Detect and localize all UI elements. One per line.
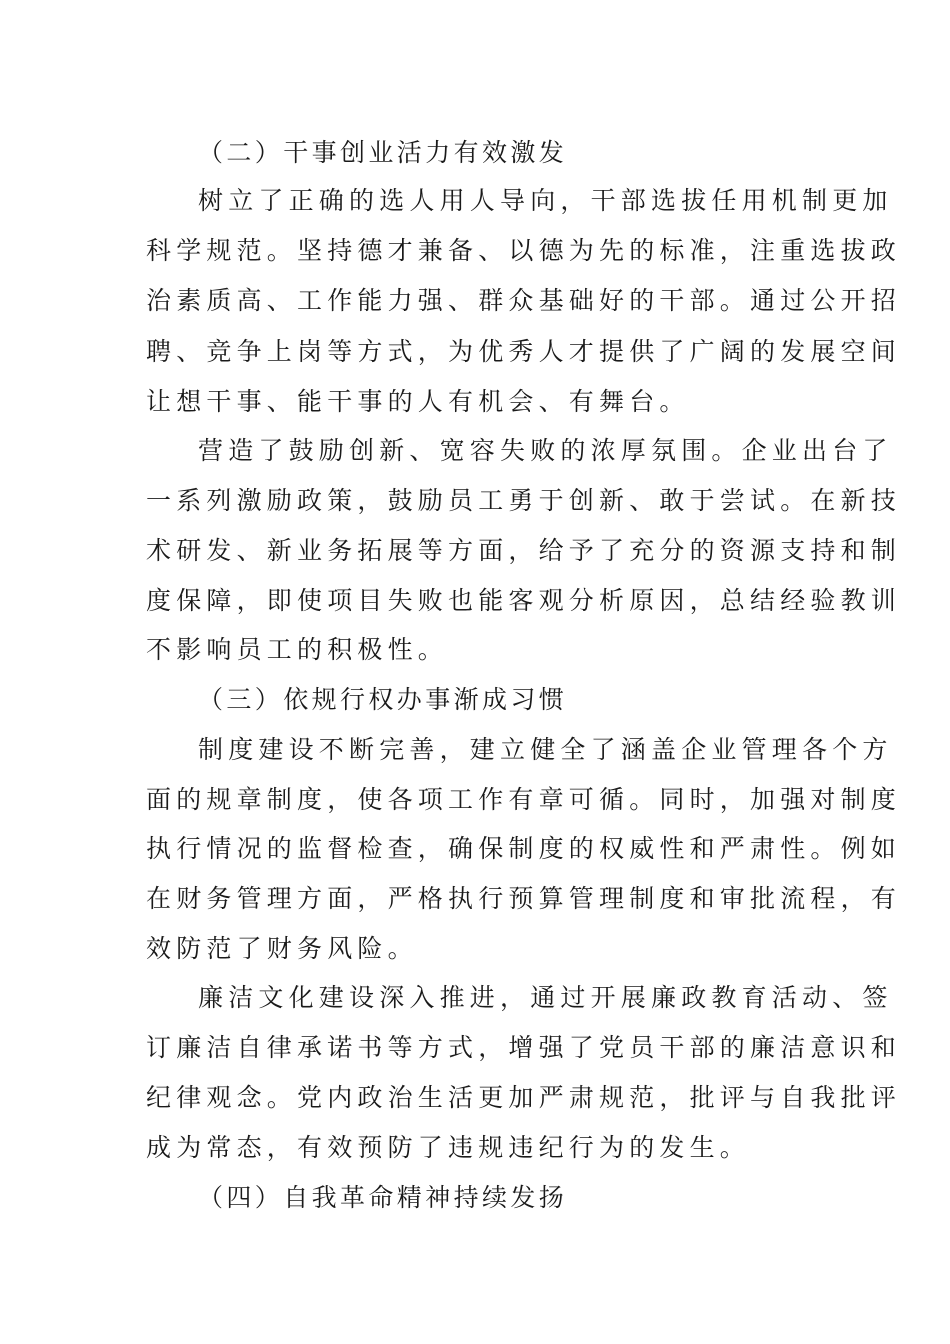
paragraph-line: 制度建设不断完善，建立健全了涵盖企业管理各个方 bbox=[198, 735, 893, 764]
paragraph-line: 执行情况的监督检查，确保制度的权威性和严肃性。例如 bbox=[146, 834, 902, 863]
paragraph-line: 一系列激励政策，鼓励员工勇于创新、敢于尝试。在新技 bbox=[146, 486, 902, 515]
paragraph-line: 效防范了财务风险。 bbox=[146, 934, 418, 963]
paragraph-line: 不影响员工的积极性。 bbox=[146, 635, 449, 664]
paragraph-line: 治素质高、工作能力强、群众基础好的干部。通过公开招 bbox=[146, 286, 902, 315]
paragraph-line: 在财务管理方面，严格执行预算管理制度和审批流程，有 bbox=[146, 884, 902, 913]
paragraph-line: 让想干事、能干事的人有机会、有舞台。 bbox=[146, 387, 690, 416]
paragraph-line: 营造了鼓励创新、宽容失败的浓厚氛围。企业出台了 bbox=[198, 436, 893, 465]
paragraph-line: 成为常态，有效预防了违规违纪行为的发生。 bbox=[146, 1133, 751, 1162]
section-heading: （三）依规行权办事渐成习惯 bbox=[198, 685, 568, 714]
paragraph-line: 树立了正确的选人用人导向，干部选拔任用机制更加 bbox=[198, 186, 893, 215]
paragraph-line: 术研发、新业务拓展等方面，给予了充分的资源支持和制 bbox=[146, 536, 902, 565]
section-heading: （四）自我革命精神持续发扬 bbox=[198, 1183, 568, 1212]
paragraph-line: 度保障，即使项目失败也能客观分析原因，总结经验教训 bbox=[146, 586, 902, 615]
section-heading: （二）干事创业活力有效激发 bbox=[198, 138, 568, 167]
paragraph-line: 纪律观念。党内政治生活更加严肃规范，批评与自我批评 bbox=[146, 1083, 902, 1112]
paragraph-line: 科学规范。坚持德才兼备、以德为先的标准，注重选拔政 bbox=[146, 236, 902, 265]
paragraph-line: 聘、竞争上岗等方式，为优秀人才提供了广阔的发展空间 bbox=[146, 337, 902, 366]
paragraph-line: 订廉洁自律承诺书等方式，增强了党员干部的廉洁意识和 bbox=[146, 1033, 902, 1062]
paragraph-line: 廉洁文化建设深入推进，通过开展廉政教育活动、签 bbox=[198, 983, 893, 1012]
paragraph-line: 面的规章制度，使各项工作有章可循。同时，加强对制度 bbox=[146, 785, 902, 814]
